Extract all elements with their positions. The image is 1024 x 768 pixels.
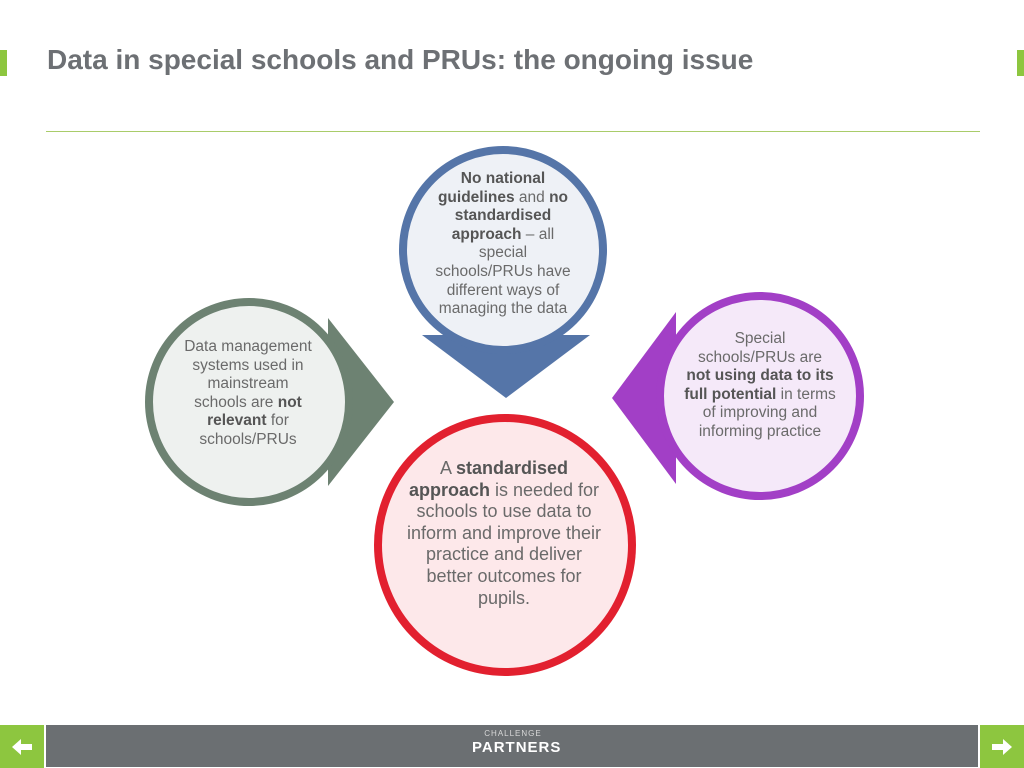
left-bubble-text [180,338,316,450]
challenge-partners-logo [472,729,562,763]
slide-title: Data in special schools and PRUs: the ongoing issue [47,44,754,75]
logo-top-text: CHALLENGE [484,729,542,738]
top-text-1: and [514,188,550,206]
right-text-2: in terms of improving and informing practice [698,385,836,440]
arrow-left-icon [11,738,33,756]
top-bubble-text [431,170,575,319]
top-bold-2: no standardised approach [451,188,569,243]
center-text-1: A [439,458,456,478]
arrow-right-icon [991,738,1013,756]
center-bubble-text [404,458,604,609]
previous-slide-button[interactable] [0,725,44,768]
left-text-1: Data management systems used in mainstream schools are [184,338,312,411]
center-text-2: is needed for schools to use data to inform and improve their practice and deliver better outcomes for pupils. [406,479,602,608]
next-slide-button[interactable] [980,725,1024,768]
right-bold-1: not using data to its full potential [684,367,834,403]
left-text-2: for schools/PRUs [199,412,297,448]
left-bold-1: not relevant [207,393,302,430]
top-text-2: – all special schools/PRUs have different ways of managing the data [435,225,571,318]
right-text-1: Special schools/PRUs are [697,330,823,366]
logo-main-text: PARTNERS [472,739,562,756]
top-bold-1: No national guidelines [437,170,546,206]
right-bubble-text [684,330,836,442]
center-bold-1: standardised approach [408,458,569,500]
